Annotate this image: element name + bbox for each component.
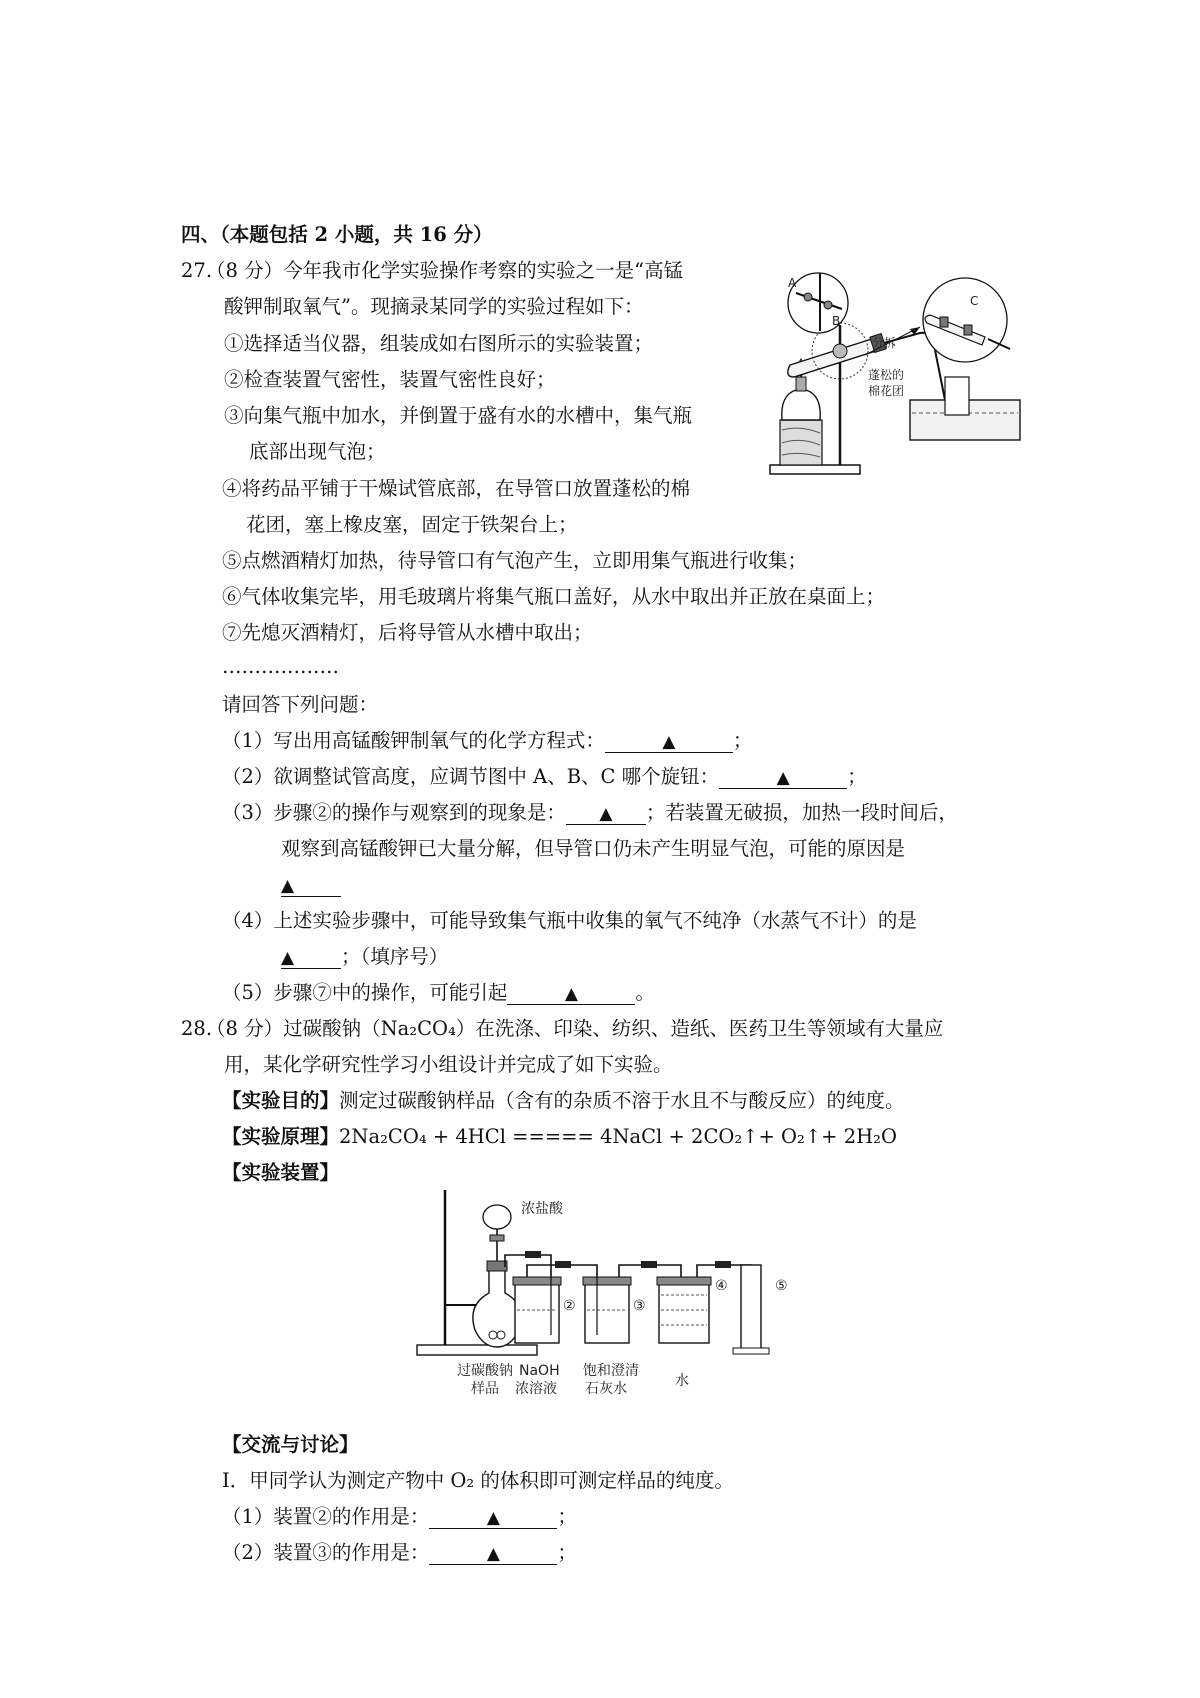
label-n2: ②: [563, 1298, 576, 1314]
answer-blank[interactable]: [281, 946, 341, 969]
answer-blank[interactable]: [281, 874, 341, 897]
label-split: 分拆: [872, 336, 897, 350]
q27-sub3-text-b: ；若装置无破损，加热一段时间后，: [645, 801, 958, 824]
bottle-3: [585, 1283, 629, 1343]
q27-sub5: [222, 980, 655, 1006]
q27-sub1: [222, 728, 752, 754]
discussion-1-q1-text: （1）装置②的作用是：: [222, 1505, 430, 1528]
wood-block: [780, 420, 822, 465]
period: 。: [635, 981, 655, 1004]
q27-sub4-text-b: ；（填序号）: [341, 945, 449, 968]
q27-sub4-answer: [281, 944, 448, 970]
label-lime-2: 石灰水: [585, 1381, 627, 1397]
label-cotton-1: 蓬松的: [868, 368, 905, 382]
discussion-1: Ⅰ．甲同学认为测定产物中 O₂ 的体积即可测定样品的纯度。: [222, 1469, 734, 1492]
apparatus-label: 【实验装置】: [222, 1161, 340, 1184]
triangle-icon: ▲: [564, 984, 578, 1004]
principle-label: 【实验原理】: [222, 1125, 340, 1148]
answer-blank[interactable]: [566, 802, 646, 825]
purpose-label: 【实验目的】: [222, 1089, 340, 1112]
semicolon: ；: [557, 1505, 577, 1528]
triangle-icon: ▲: [281, 876, 295, 896]
triangle-icon: ▲: [776, 768, 790, 788]
bottle-2: [515, 1283, 559, 1343]
label-naoh-1: NaOH: [519, 1363, 560, 1379]
triangle-icon: ▲: [281, 948, 295, 968]
triangle-icon: ▲: [599, 804, 613, 824]
answer-blank[interactable]: [429, 1542, 557, 1565]
q27-apparatus-figure: [760, 265, 1030, 490]
alcohol-lamp: [782, 390, 820, 420]
clamp-knob: [833, 344, 847, 358]
separatory-funnel: [483, 1205, 511, 1229]
label-n4: ④: [715, 1278, 728, 1294]
semicolon: ；: [732, 729, 753, 752]
q27-sub3-cont: 观察到高锰酸钾已大量分解，但导管口仍未产生明显气泡，可能的原因是: [281, 837, 906, 860]
q27-number: 27.: [181, 259, 213, 282]
discussion-label: 【交流与讨论】: [222, 1433, 359, 1456]
triangle-icon: ▲: [486, 1544, 500, 1564]
q28-purpose: [222, 1088, 905, 1114]
q28-apparatus-figure: [415, 1185, 855, 1410]
discussion-1-q1: [222, 1504, 577, 1530]
q27-step-1: ①选择适当仪器，组装成如右图所示的实验装置；: [224, 332, 654, 355]
q27-sub2: [222, 764, 867, 790]
semicolon: ；: [847, 765, 867, 788]
q27-step-5: ⑤点燃酒精灯加热，待导管口有气泡产生，立即用集气瓶进行收集；: [222, 549, 808, 572]
section-title: 四、（本题包括 2 小题，共 16 分）: [181, 223, 493, 246]
q27-step-2: ②检查装置气密性，装置气密性良好；: [224, 368, 556, 391]
q27-step-7: ⑦先熄灭酒精灯，后将导管从水槽中取出；: [222, 621, 593, 644]
semicolon: ；: [557, 1541, 577, 1564]
stand-base: [417, 1345, 537, 1355]
q27-sub1-text: （1）写出用高锰酸钾制氧气的化学方程式：: [222, 729, 605, 752]
label-a: A: [788, 276, 797, 290]
triangle-icon: ▲: [486, 1508, 500, 1528]
tube-1-2: [505, 1255, 551, 1277]
q27-prompt: 请回答下列问题：: [222, 693, 379, 716]
label-naoh-2: 浓溶液: [515, 1381, 557, 1397]
answer-blank[interactable]: [719, 766, 847, 789]
q27-intro-1: （8 分）今年我市化学实验操作考察的实验之一是“高锰: [206, 259, 684, 282]
q27-sub4: （4）上述实验步骤中，可能导致集气瓶中收集的氧气不纯净（水蒸气不计）的是: [222, 909, 917, 932]
gas-bottle: [945, 377, 969, 415]
label-c: C: [970, 294, 979, 308]
discussion-1-q2-text: （2）装置③的作用是：: [222, 1541, 430, 1564]
q27-sub3-text-a: （3）步骤②的操作与观察到的现象是：: [222, 801, 566, 824]
label-n5: ⑤: [775, 1278, 788, 1294]
answer-blank[interactable]: [507, 982, 635, 1005]
q28-number: 28.: [181, 1017, 213, 1040]
label-sample-2: 样品: [471, 1381, 499, 1397]
q28-intro-1: （8 分）过碳酸钠（Na₂CO₄）在洗涤、印染、纺织、造纸、医药卫生等领域有大量应: [206, 1017, 944, 1040]
triangle-icon: ▲: [662, 732, 676, 752]
label-n3: ③: [633, 1298, 646, 1314]
stand-base: [770, 465, 860, 474]
label-water: 水: [675, 1373, 689, 1389]
q27-sub2-text: （2）欲调整试管高度，应调节图中 A、B、C 哪个旋钮：: [222, 765, 720, 788]
q27-sub3: [222, 800, 958, 826]
label-b: B: [832, 314, 841, 328]
q28-principle: [222, 1124, 897, 1150]
q27-sub3-answer: [281, 872, 341, 898]
q27-step-4: ④将药品平铺于干燥试管底部，在导管口放置蓬松的棉: [222, 477, 691, 500]
q27-sub5-text: （5）步骤⑦中的操作，可能引起: [222, 981, 508, 1004]
principle-text: 2Na₂CO₄ + 4HCl ===== 4NaCl + 2CO₂↑+ O₂↑+ 2H₂O: [339, 1125, 897, 1148]
label-lime-1: 饱和澄清: [583, 1363, 639, 1379]
purpose-text: 测定过碳酸钠样品（含有的杂质不溶于水且不与酸反应）的纯度。: [339, 1089, 905, 1112]
q27-step-4-cont: 花团，塞上橡皮塞，固定于铁架台上；: [246, 513, 578, 536]
answer-blank[interactable]: [429, 1506, 557, 1529]
q27-step-6: ⑥气体收集完毕，用毛玻璃片将集气瓶口盖好，从水中取出并正放在桌面上；: [222, 585, 886, 608]
label-cotton-2: 棉花团: [868, 384, 905, 398]
discussion-1-q2: [222, 1540, 577, 1566]
q27-intro-2: 酸钾制取氧气”。现摘录某同学的实验过程如下：: [224, 295, 644, 318]
q27-step-3: ③向集气瓶中加水，并倒置于盛有水的水槽中，集气瓶: [224, 404, 693, 427]
answer-blank[interactable]: [605, 730, 733, 753]
measuring-cylinder: [741, 1265, 761, 1350]
q28-intro-2: 用，某化学研究性学习小组设计并完成了如下实验。: [224, 1053, 673, 1076]
bottle-4: [659, 1283, 709, 1343]
label-acid: 浓盐酸: [521, 1201, 563, 1217]
label-sample-1: 过碳酸钠: [457, 1363, 513, 1379]
q27-step-3-cont: 底部出现气泡；: [249, 440, 386, 463]
q27-ellipsis: ………………: [222, 655, 339, 678]
